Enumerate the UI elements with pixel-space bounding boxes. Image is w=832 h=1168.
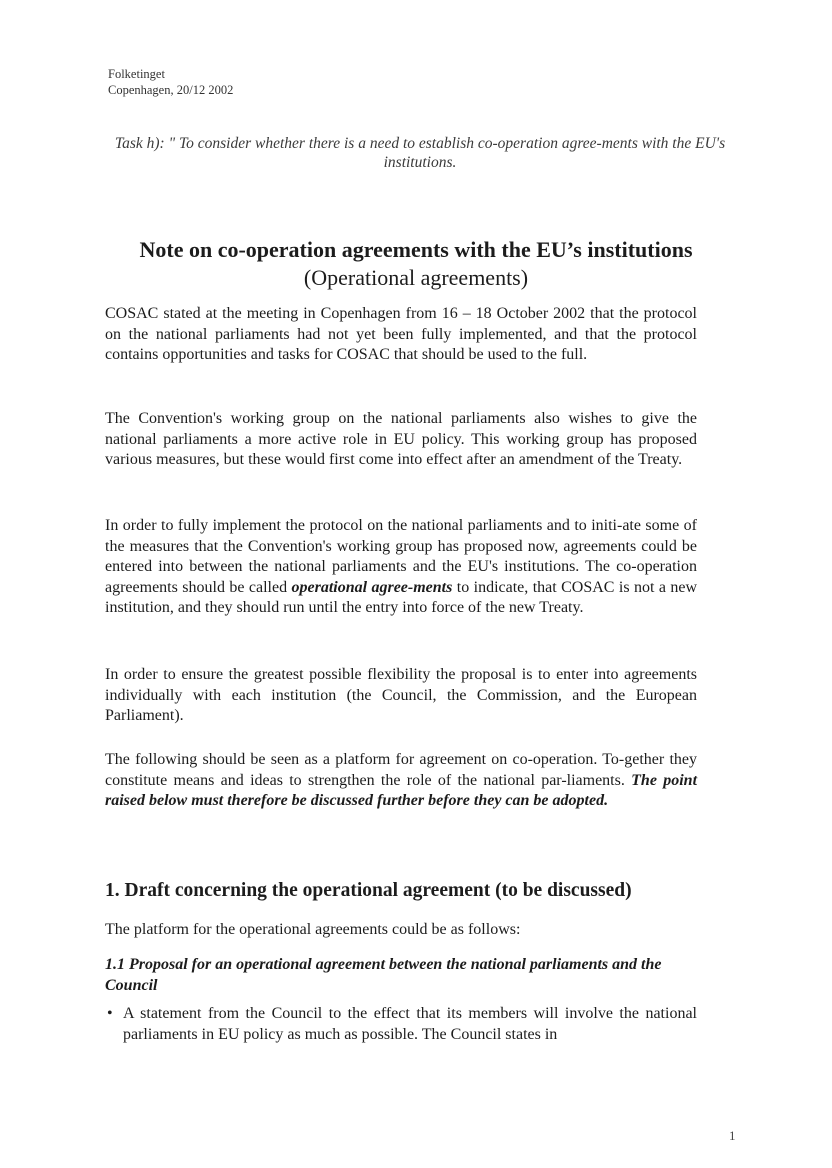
paragraph-5-emphasis: The point raised below must therefore be discussed further before they can be adopted. xyxy=(105,771,698,809)
section-1-intro: The platform for the operational agreements could be as follows: xyxy=(105,921,521,938)
section-1-heading: 1. Draft concerning the operational agreement (to be discussed) xyxy=(105,880,632,901)
task-reference xyxy=(100,134,740,172)
paragraph-1: COSAC stated at the meeting in Copenhagen from 16 – 18 October 2002 that the protocol on the national parliaments had not yet been fully implemented, and that the protocol contains opportunities and tasks for COSAC that should be used to the full. xyxy=(105,305,697,363)
paragraph-3-emphasis: operational agree-ments xyxy=(291,578,453,596)
organization-name: Folketinget xyxy=(108,67,165,81)
paragraph-2: The Convention's working group on the national parliaments also wishes to give the national parliaments a more active role in EU policy. This working group has proposed various measures, but these would first come into effect after an amendment of the Treaty. xyxy=(105,410,697,468)
bullet-text: A statement from the Council to the effect that its members will involve the national parliaments in EU policy as much as possible. The Council states in xyxy=(123,1005,697,1043)
paragraph-3 xyxy=(105,516,697,619)
bullet-item xyxy=(105,1004,697,1045)
task-text: " To consider whether there is a need to establish co-operation agree-ments with the EU's institutions. xyxy=(168,135,726,171)
paragraph-5-text: The following should be seen as a platform for agreement on co-operation. To-gether they constitute means and ideas to strengthen the role of the national par-liaments. xyxy=(105,751,697,789)
letterhead xyxy=(108,66,233,98)
subsection-1-1-heading: 1.1 Proposal for an operational agreement between the national parliaments and the Council xyxy=(105,956,662,994)
title-line-2: (Operational agreements) xyxy=(303,265,529,290)
paragraph-5 xyxy=(105,750,697,812)
task-label: Task h): xyxy=(114,135,165,152)
paragraph-4: In order to ensure the greatest possible flexibility the proposal is to enter into agreements individually with each institution (the Council, the Commission, and the European Parliament). xyxy=(105,666,697,724)
bullet-icon: • xyxy=(107,1005,113,1022)
document-title xyxy=(96,236,736,292)
place-date: Copenhagen, 20/12 2002 xyxy=(108,83,234,97)
paragraph-3-text-b: to indicate, that COSAC is not a new institution, and they should run until the entry into force of the new Treaty. xyxy=(105,578,698,616)
paragraph-3-text-a: In order to fully implement the protocol on the national parliaments and to initi-ate some of the measures that the Convention's working group has proposed now, agreements could be entered into between the national parliaments and the EU's institutions. The co-operation agreements should be called xyxy=(105,517,697,596)
page-number: 1 xyxy=(729,1128,736,1143)
title-line-1: Note on co-operation agreements with the EU’s institutions xyxy=(139,237,693,262)
